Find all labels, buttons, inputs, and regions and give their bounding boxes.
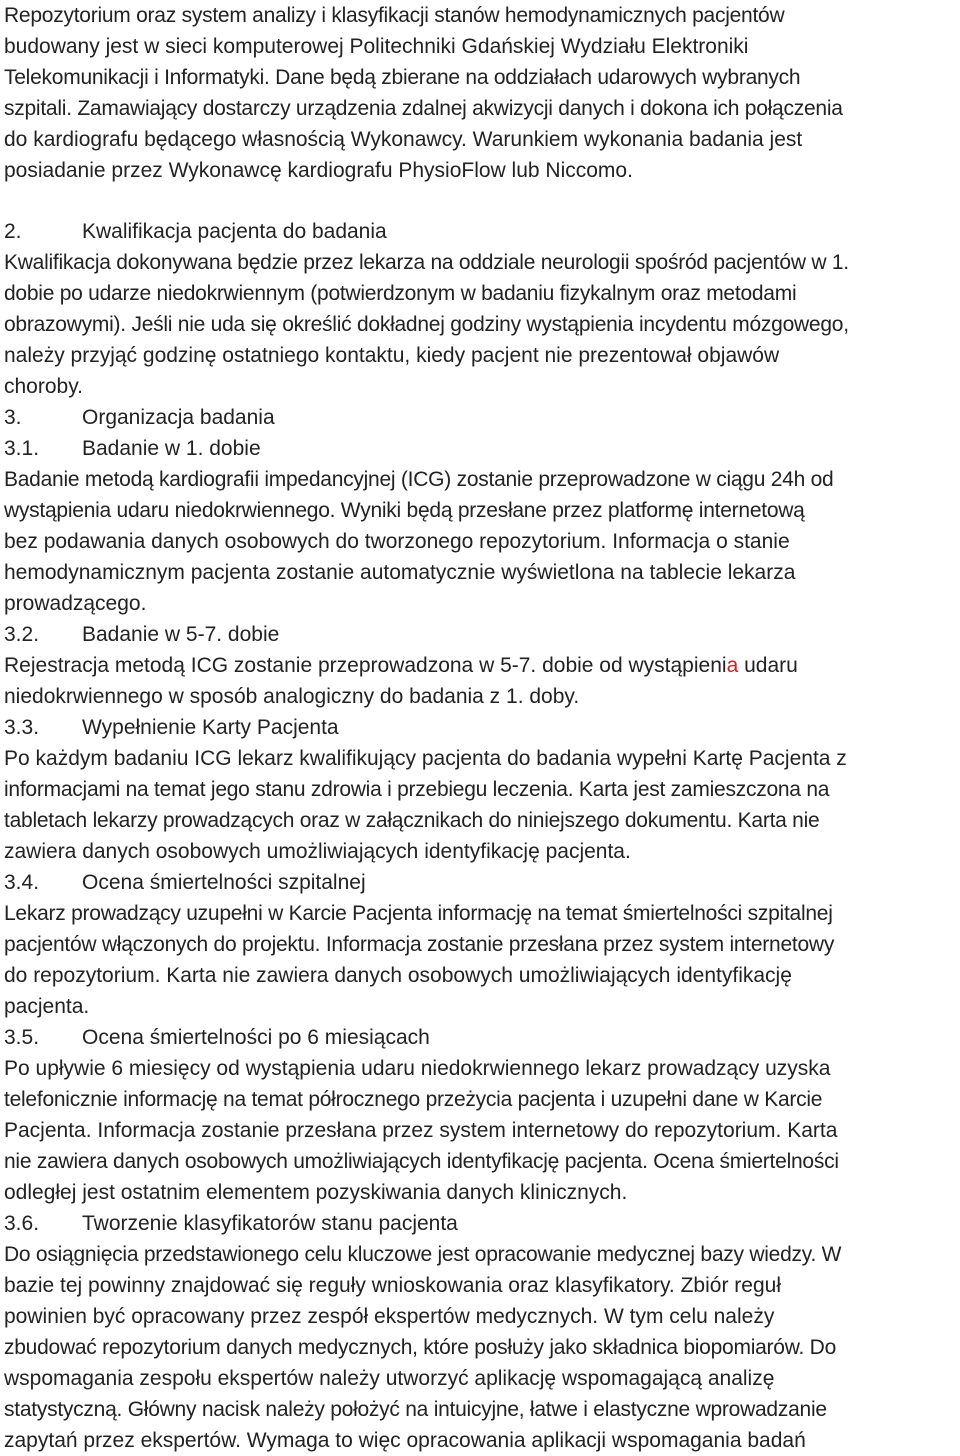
paragraph-line: budowany jest w sieci komputerowej Politechniki Gdańskiej Wydziału Elektroniki xyxy=(4,35,749,58)
paragraph-line: należy przyjąć godzinę ostatniego kontaktu, kiedy pacjent nie prezentował objawów xyxy=(4,344,780,367)
subsection-heading xyxy=(4,867,960,898)
subsection-heading xyxy=(4,433,960,464)
paragraph-line: telefonicznie informację na temat półrocznego przeżycia pacjenta i uzupełni dane w Karcie xyxy=(4,1088,823,1111)
document-page xyxy=(4,0,960,1456)
paragraph-line: bez podawania danych osobowych do tworzonego repozytorium. Informacja o stanie xyxy=(4,530,790,553)
section-title: Wypełnienie Karty Pacjenta xyxy=(82,716,339,739)
paragraph-line: Po upływie 6 miesięcy od wystąpienia udaru niedokrwiennego lekarz prowadzący uzyska xyxy=(4,1057,831,1080)
paragraph-line: odległej jest ostatnim elementem pozyskiwania danych klinicznych. xyxy=(4,1181,628,1204)
paragraph-line: zawiera danych osobowych umożliwiających identyfikację pacjenta. xyxy=(4,840,631,863)
section-number: 3.5. xyxy=(4,1026,40,1049)
paragraph-line: Pacjenta. Informacja zostanie przesłana przez system internetowy do repozytorium. Karta xyxy=(4,1119,838,1142)
subsection-heading xyxy=(4,619,960,650)
section-title: Ocena śmiertelności szpitalnej xyxy=(82,871,366,894)
paragraph-line: bazie tej powinny znajdować się reguły wnioskowania oraz klasyfikatory. Zbiór reguł xyxy=(4,1274,781,1297)
paragraph-line: statystyczną. Główny nacisk należy położyć na intuicyjne, łatwe i elastyczne wprowadzanie xyxy=(4,1398,827,1421)
section-title: Ocena śmiertelności po 6 miesiącach xyxy=(82,1026,430,1049)
paragraph-line: Po każdym badaniu ICG lekarz kwalifikujący pacjenta do badania wypełni Kartę Pacjenta z xyxy=(4,747,847,770)
paragraph-line xyxy=(4,650,960,681)
paragraph-line: informacjami na temat jego stanu zdrowia i przebiegu leczenia. Karta jest zamieszczona na xyxy=(4,778,830,801)
section-heading xyxy=(4,216,960,247)
paragraph-line: obrazowymi). Jeśli nie uda się określić dokładnej godziny wystąpienia incydentu mózgowego, xyxy=(4,313,849,336)
paragraph-line: wystąpienia udaru niedokrwiennego. Wyniki będą przesłane przez platformę internetową xyxy=(4,499,805,522)
subsection-heading xyxy=(4,712,960,743)
paragraph-line: pacjentów włączonych do projektu. Informacja zostanie przesłana przez system internetowy xyxy=(4,933,835,956)
paragraph-line: choroby. xyxy=(4,375,83,398)
paragraph-line: posiadanie przez Wykonawcę kardiografu PhysioFlow lub Niccomo. xyxy=(4,159,633,182)
section-title: Kwalifikacja pacjenta do badania xyxy=(82,220,387,243)
section-title: Tworzenie klasyfikatorów stanu pacjenta xyxy=(82,1212,458,1235)
paragraph-line: Telekomunikacji i Informatyki. Dane będą zbierane na oddziałach udarowych wybranych xyxy=(4,66,801,89)
paragraph-line: prowadzącego. xyxy=(4,592,147,615)
highlighted-letter: a xyxy=(726,654,739,677)
paragraph-line: szpitali. Zamawiający dostarczy urządzenia zdalnej akwizycji danych i dokona ich połączenia xyxy=(4,97,843,120)
paragraph-line: do repozytorium. Karta nie zawiera danych osobowych umożliwiających identyfikację xyxy=(4,964,792,987)
section-number: 3. xyxy=(4,406,22,429)
paragraph-line: tabletach lekarzy prowadzących oraz w załącznikach do niniejszego dokumentu. Karta nie xyxy=(4,809,820,832)
paragraph-line: niedokrwiennego w sposób analogiczny do badania z 1. doby. xyxy=(4,685,580,708)
paragraph-text: udaru xyxy=(738,654,798,677)
section-number: 3.2. xyxy=(4,623,40,646)
paragraph-line: dobie po udarze niedokrwiennym (potwierdzonym w badaniu fizykalnym oraz metodami xyxy=(4,282,797,305)
paragraph-line: Repozytorium oraz system analizy i klasyfikacji stanów hemodynamicznych pacjentów xyxy=(4,4,785,27)
subsection-heading xyxy=(4,1208,960,1239)
paragraph-line: powinien być opracowany przez zespół ekspertów medycznych. W tym celu należy xyxy=(4,1305,775,1328)
paragraph-line: pacjenta. xyxy=(4,995,90,1018)
paragraph-line: zbudować repozytorium danych medycznych, które posłuży jako składnica biopomiarów. Do xyxy=(4,1336,836,1359)
section-title: Organizacja badania xyxy=(82,406,275,429)
paragraph-line: Do osiągnięcia przedstawionego celu kluczowe jest opracowanie medycznej bazy wiedzy. W xyxy=(4,1243,842,1266)
paragraph-line: Badanie metodą kardiografii impedancyjnej (ICG) zostanie przeprowadzone w ciągu 24h od xyxy=(4,468,834,491)
paragraph-line: zapytań przez ekspertów. Wymaga to więc opracowania aplikacji wspomagania badań xyxy=(4,1429,806,1452)
paragraph-line: Lekarz prowadzący uzupełni w Karcie Pacjenta informację na temat śmiertelności szpitalnej xyxy=(4,902,833,925)
section-number: 3.3. xyxy=(4,716,40,739)
section-title: Badanie w 5-7. dobie xyxy=(82,623,280,646)
section-number: 2. xyxy=(4,220,22,243)
section-number: 3.6. xyxy=(4,1212,40,1235)
paragraph-line: hemodynamicznym pacjenta zostanie automatycznie wyświetlona na tablecie lekarza xyxy=(4,561,796,584)
paragraph-line: Kwalifikacja dokonywana będzie przez lekarza na oddziale neurologii spośród pacjentów w 1. xyxy=(4,251,849,274)
paragraph-line: do kardiografu będącego własnością Wykonawcy. Warunkiem wykonania badania jest xyxy=(4,128,803,151)
section-title: Badanie w 1. dobie xyxy=(82,437,261,460)
section-number: 3.4. xyxy=(4,871,40,894)
subsection-heading xyxy=(4,1022,960,1053)
paragraph-line: nie zawiera danych osobowych umożliwiających identyfikację pacjenta. Ocena śmiertelności xyxy=(4,1150,839,1173)
paragraph-text: Rejestracja metodą ICG zostanie przeprowadzona w 5-7. dobie od wystąpieni xyxy=(4,654,727,677)
paragraph-line: wspomagania zespołu ekspertów należy utworzyć aplikację wspomagającą analizę xyxy=(4,1367,775,1390)
section-heading xyxy=(4,402,960,433)
section-number: 3.1. xyxy=(4,437,40,460)
